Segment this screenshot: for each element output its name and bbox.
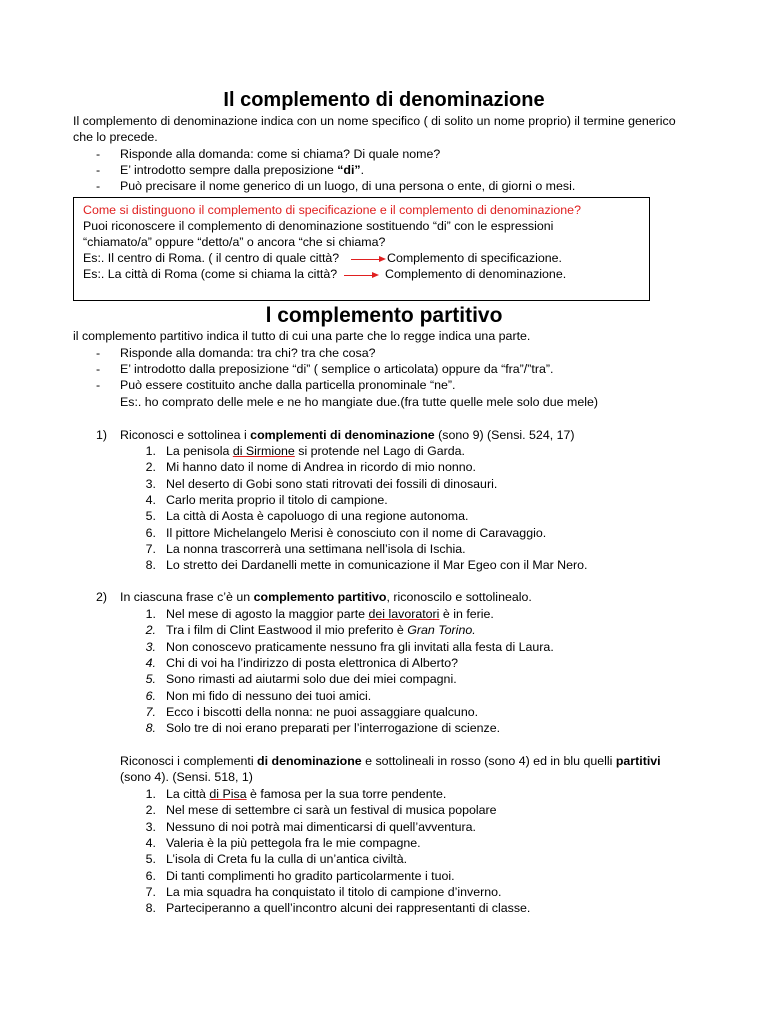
item-number: 4. [145, 835, 156, 850]
bullet-item: Risponde alla domanda: tra chi? tra che cosa? [120, 346, 376, 360]
box-example-right: Complemento di denominazione. [385, 267, 567, 281]
exercise-instruction: (sono 4). (Sensi. 518, 1) [120, 770, 253, 784]
list-item: Solo tre di noi erano preparati per l’interrogazione di scienze. [166, 721, 501, 736]
list-item: Non conoscevo praticamente nessuno fra gli invitati alla festa di Laura. [166, 639, 554, 654]
exercise-number: 2) [96, 590, 108, 604]
bullet-item: Risponde alla domanda: come si chiama? Di quale nome? [120, 147, 441, 161]
list-item: Nessuno di noi potrà mai dimenticarsi di quell’avventura. [166, 819, 476, 834]
list-item: Nel mese di settembre ci sarà un festival di musica popolare [166, 803, 497, 818]
bullet-dash: - [96, 378, 101, 392]
list-item: Ecco i biscotti della nonna: ne puoi assaggiare qualcuno. [166, 704, 479, 719]
list-item: La mia squadra ha conquistato il titolo di campione d’inverno. [166, 884, 502, 899]
bullet-dash: - [96, 147, 101, 161]
item-number: 8. [145, 901, 156, 916]
list-item: La nonna trascorrerà una settimana nell’isola di Ischia. [166, 541, 466, 556]
box-line: Puoi riconoscere il complemento di denominazione sostituendo “di” con le espressioni [83, 219, 554, 233]
list-item: Nel mese di agosto la maggior parte dei lavoratori è in ferie. [166, 607, 494, 621]
box-line: “chiamato/a” oppure “detto/a” o ancora “che si chiama? [83, 235, 386, 249]
list-item: Di tanti complimenti ho gradito particolarmente i tuoi. [166, 868, 455, 883]
item-number: 5. [145, 672, 156, 687]
page-title: Il complemento di denominazione [223, 89, 545, 111]
section-title: l complemento partitivo [265, 304, 503, 327]
list-item: La penisola di Sirmione si protende nel Lago di Garda. [166, 444, 465, 458]
item-number: 3. [145, 639, 156, 654]
list-item: Chi di voi ha l’indirizzo di posta elettronica di Alberto? [166, 655, 459, 670]
item-number: 6. [145, 868, 156, 883]
list-item: Mi hanno dato il nome di Andrea in ricordo di mio nonno. [166, 460, 476, 475]
box-question: Come si distinguono il complemento di specificazione e il complemento di denominazione? [83, 203, 581, 217]
arrow-right-icon [344, 275, 373, 276]
item-number: 7. [145, 541, 156, 556]
item-number: 6. [145, 525, 156, 540]
item-number: 3. [145, 819, 156, 834]
box-example-left: Es:. Il centro di Roma. ( il centro di quale città? [83, 251, 340, 265]
list-item: Nel deserto di Gobi sono stati ritrovati dei fossili di dinosauri. [166, 476, 498, 491]
item-number: 2. [145, 460, 156, 475]
item-number: 1. [145, 444, 156, 458]
item-number: 5. [145, 852, 156, 867]
bullet-dash: - [96, 362, 101, 376]
bullet-item: Può precisare il nome generico di un luogo, di una persona o ente, di giorni o mesi. [120, 179, 576, 193]
exercise-number: 1) [96, 428, 108, 442]
item-number: 4. [145, 492, 156, 507]
bullet-dash: - [96, 346, 101, 360]
exercise-instruction: Riconosci i complementi di denominazione e sottolineali in rosso (sono 4) ed in blu quelli partitivi [120, 754, 661, 768]
exercise-instruction: Riconosci e sottolinea i complementi di denominazione (sono 9) (Sensi. 524, 17) [120, 428, 575, 442]
item-number: 1. [145, 607, 156, 621]
list-item: Sono rimasti ad aiutarmi solo due dei miei compagni. [166, 672, 457, 687]
item-number: 5. [145, 509, 156, 524]
list-item: Lo stretto dei Dardanelli mette in comunicazione il Mar Egeo con il Mar Nero. [166, 558, 588, 573]
item-number: 8. [145, 721, 156, 736]
list-item: Tra i film di Clint Eastwood il mio preferito è Gran Torino. [166, 623, 476, 638]
item-number: 1. [145, 787, 156, 801]
item-number: 2. [145, 803, 156, 818]
arrow-right-icon [351, 259, 380, 260]
list-item: Il pittore Michelangelo Merisi è conosciuto con il nome di Caravaggio. [166, 525, 547, 540]
item-number: 3. [145, 476, 156, 491]
item-number: 6. [145, 688, 156, 703]
bullet-item: E’ introdotto sempre dalla preposizione “di”. [120, 163, 365, 177]
example-sentence: Es:. ho comprato delle mele e ne ho mangiate due.(fra tutte quelle mele solo due mele) [120, 395, 599, 409]
item-number: 8. [145, 558, 156, 573]
box-example-left: Es:. La città di Roma (come si chiama la città? [83, 267, 338, 281]
list-item: Carlo merita proprio il titolo di campione. [166, 492, 388, 507]
bullet-item: E’ introdotto dalla preposizione “di” ( semplice o articolata) oppure da “fra”/”tra”. [120, 362, 554, 376]
item-number: 7. [145, 884, 156, 899]
intro-denominazione: Il complemento di denominazione indica con un nome specifico ( di solito un nome proprio) il termine generico che lo precede. [73, 114, 676, 145]
bullet-dash: - [96, 163, 101, 177]
list-item: La città di Aosta è capoluogo di una regione autonoma. [166, 509, 469, 524]
item-number: 7. [145, 704, 156, 719]
list-item: Valeria è la più pettegola fra le mie compagne. [166, 835, 421, 850]
list-item: L’isola di Creta fu la culla di un’antica civiltà. [166, 852, 408, 867]
list-item: Parteciperanno a quell’incontro alcuni dei rappresentanti di classe. [166, 901, 531, 916]
box-example-right: Complemento di specificazione. [387, 251, 562, 265]
intro-partitivo: il complemento partitivo indica il tutto di cui una parte che lo regge indica una parte. [73, 329, 531, 343]
list-item: Non mi fido di nessuno dei tuoi amici. [166, 688, 372, 703]
exercise-instruction: In ciascuna frase c’è un complemento partitivo, riconoscilo e sottolinealo. [120, 590, 532, 604]
item-number: 4. [145, 655, 156, 670]
item-number: 2. [145, 623, 156, 638]
list-item: La città di Pisa è famosa per la sua torre pendente. [166, 787, 447, 801]
bullet-item: Può essere costituito anche dalla particella pronominale “ne”. [120, 378, 456, 392]
bullet-dash: - [96, 179, 101, 193]
